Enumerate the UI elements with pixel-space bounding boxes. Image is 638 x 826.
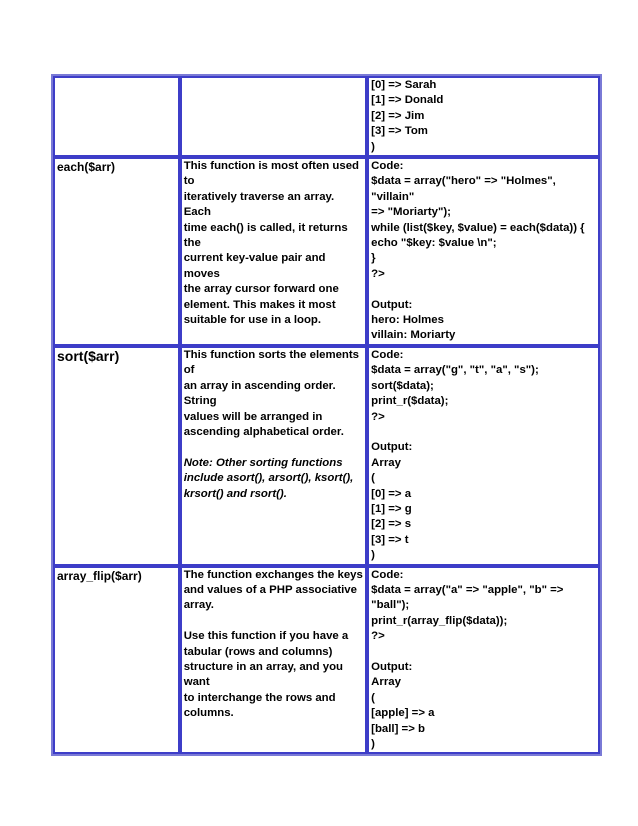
code-line: while (list($key, $value) = each($data)) { (371, 221, 585, 234)
description-line: to interchange the rows and (183, 691, 336, 704)
example-cell (367, 566, 600, 755)
description-line: columns. (183, 707, 234, 720)
description-line: The function exchanges the keys (183, 568, 363, 581)
output-line: Output: (371, 660, 413, 673)
table-row-continuation (53, 76, 600, 157)
description-line: structure in an array, and you want (183, 660, 347, 689)
paragraph-spacer (184, 440, 363, 455)
code-line: ?> (371, 410, 385, 423)
description-cell (180, 76, 367, 157)
output-line: ( (371, 691, 375, 704)
code-line: => "Moriarty"); (371, 206, 451, 219)
table-row-sort (53, 346, 600, 566)
output-line: Output: (371, 441, 413, 454)
code-line: sort($data); (371, 379, 434, 392)
code-line: ?> (371, 630, 385, 643)
output-line: ) (371, 738, 375, 751)
output-line: Array (371, 456, 401, 469)
code-line: [0] => Sarah (371, 79, 437, 91)
description-cell (180, 566, 367, 755)
code-line (371, 645, 596, 660)
output-line: [0] => a (371, 487, 412, 500)
code-line: } (371, 252, 376, 265)
code-line: ?> (371, 267, 385, 280)
code-line (371, 282, 596, 297)
function-cell (53, 76, 180, 157)
description-cell (180, 346, 367, 566)
output-line: Output: (371, 298, 413, 311)
description-line: Use this function if you have a (183, 630, 349, 643)
example-cell (367, 157, 600, 346)
code-line: Code: (371, 160, 404, 173)
description-line: This function is most often used to (183, 160, 363, 188)
note-line: include asort(), arsort(), ksort(), (183, 472, 354, 485)
description-line: an array in ascending order. String (183, 379, 339, 408)
description-line: element. This makes it most (183, 298, 336, 311)
function-reference-table (51, 74, 602, 756)
description-line: iteratively traverse an array. Each (183, 190, 338, 219)
description-line: time each() is called, it returns the (183, 221, 351, 250)
code-line: print_r(array_flip($data)); (371, 614, 508, 627)
description-cell (180, 157, 367, 346)
paragraph-spacer (184, 614, 363, 629)
description-line: array. (183, 599, 214, 612)
description-line: and values of a PHP associative (183, 583, 357, 596)
output-line: ) (371, 549, 375, 562)
function-name: each($arr) (57, 160, 116, 175)
code-line: [2] => Jim (371, 109, 425, 122)
function-cell (53, 157, 180, 346)
code-line: [1] => Donald (371, 94, 444, 107)
example-cell (367, 346, 600, 566)
function-name: array_flip($arr) (57, 568, 142, 583)
code-line: Code: (371, 568, 404, 581)
note-line: Note: Other sorting functions (183, 456, 343, 469)
function-cell (53, 346, 180, 566)
description-line: current key-value pair and moves (183, 252, 329, 280)
table-row-each (53, 157, 600, 346)
example-cell (367, 76, 600, 157)
output-line: ( (371, 472, 375, 485)
code-line: print_r($data); (371, 395, 449, 408)
description-line: values will be arranged in (183, 410, 323, 423)
output-line: [2] => s (371, 518, 412, 531)
output-line: [1] => g (371, 502, 412, 515)
code-line: Code: (371, 348, 404, 361)
description-line: the array cursor forward one (183, 283, 339, 296)
code-line: [3] => Tom (371, 125, 428, 138)
output-line: [3] => t (371, 533, 409, 546)
output-line: Array (371, 676, 401, 689)
description-line: This function sorts the elements of (183, 348, 363, 377)
code-line: $data = array("a" => "apple", "b" => (371, 583, 564, 596)
output-line: villain: Moriarty (371, 329, 456, 342)
description-line: suitable for use in a loop. (183, 314, 322, 327)
function-name: sort($arr) (57, 347, 120, 364)
output-line: [ball] => b (371, 722, 425, 735)
description-line: tabular (rows and columns) (183, 645, 333, 658)
code-line: $data = array("g", "t", "a", "s"); (371, 364, 539, 377)
code-line (371, 425, 596, 440)
note-line: krsort() and rsort(). (183, 487, 287, 500)
description-line: ascending alphabetical order. (183, 425, 344, 438)
code-line: echo "$key: $value \n"; (371, 237, 497, 250)
code-line: "ball"); (371, 599, 410, 612)
code-line: $data = array("hero" => "Holmes", "villain" (371, 175, 559, 203)
function-cell (53, 566, 180, 755)
table-row-array-flip (53, 566, 600, 755)
code-line: ) (371, 140, 375, 153)
output-line: [apple] => a (371, 707, 435, 720)
output-line: hero: Holmes (371, 314, 444, 327)
